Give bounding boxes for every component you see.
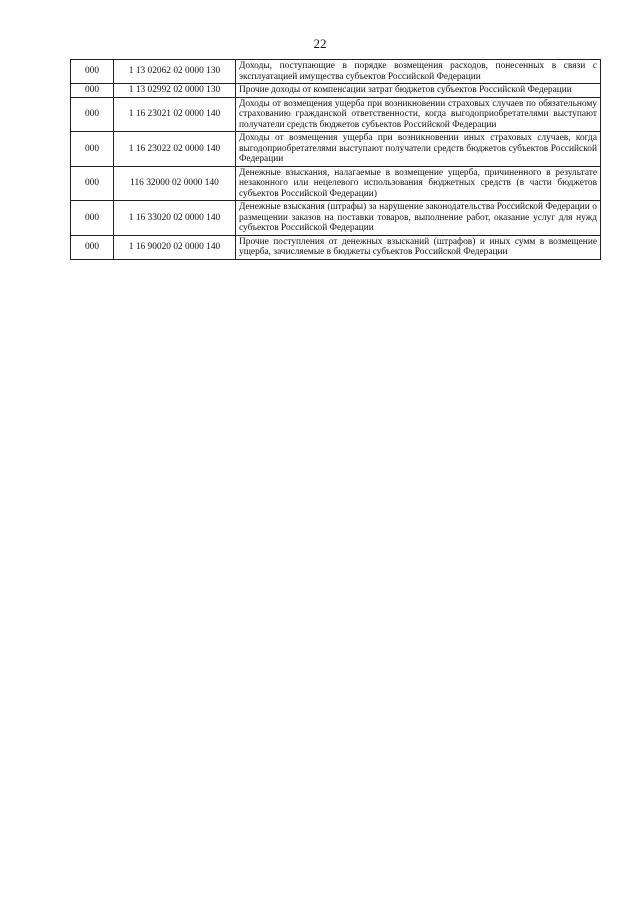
budget-classification-code-cell: 1 13 02062 02 0000 130	[114, 60, 236, 84]
budget-classification-code-cell: 116 32000 02 0000 140	[114, 166, 236, 201]
page-number: 22	[313, 36, 327, 51]
table-row	[71, 166, 601, 201]
revenue-classification-table	[70, 59, 601, 260]
budget-classification-code-cell: 1 16 90020 02 0000 140	[114, 235, 236, 259]
table-row	[71, 60, 601, 84]
table-row	[71, 132, 601, 167]
revenue-name-cell: Денежные взыскания (штрафы) за нарушение законодательства Российской Федерации о размещении заказов на поставки товаров, выполнение работ, оказание услуг для нужд субъектов Российской Федерации	[236, 201, 601, 236]
table-row	[71, 97, 601, 132]
table-row	[71, 235, 601, 259]
admin-code-cell: 000	[71, 235, 114, 259]
table-row	[71, 84, 601, 98]
budget-classification-code-cell: 1 13 02992 02 0000 130	[114, 84, 236, 98]
revenue-name-cell: Доходы, поступающие в порядке возмещения расходов, понесенных в связи с эксплуатацией имущества субъектов Российской Федерации	[236, 60, 601, 84]
budget-classification-code-cell: 1 16 23022 02 0000 140	[114, 132, 236, 167]
admin-code-cell: 000	[71, 60, 114, 84]
budget-classification-code-cell: 1 16 33020 02 0000 140	[114, 201, 236, 236]
revenue-name-cell: Доходы от возмещения ущерба при возникновении страховых случаев по обязательному страхованию гражданской ответственности, когда выгодоприобретателями выступают получатели средств бюджетов субъектов Российской Федерации	[236, 97, 601, 132]
admin-code-cell: 000	[71, 84, 114, 98]
revenue-name-cell: Денежные взыскания, налагаемые в возмещение ущерба, причиненного в результате незаконного или нецелевого использования бюджетных средств (в части бюджетов субъектов Российской Федерации)	[236, 166, 601, 201]
admin-code-cell: 000	[71, 97, 114, 132]
revenue-name-cell: Прочие поступления от денежных взысканий (штрафов) и иных сумм в возмещение ущерба, зачисляемые в бюджеты субъектов Российской Федерации	[236, 235, 601, 259]
revenue-name-cell: Доходы от возмещения ущерба при возникновении иных страховых случаев, когда выгодоприобретателями выступают получатели средств бюджетов субъектов Российской Федерации	[236, 132, 601, 167]
admin-code-cell: 000	[71, 132, 114, 167]
admin-code-cell: 000	[71, 166, 114, 201]
admin-code-cell: 000	[71, 201, 114, 236]
budget-classification-code-cell: 1 16 23021 02 0000 140	[114, 97, 236, 132]
table-row	[71, 201, 601, 236]
revenue-name-cell: Прочие доходы от компенсации затрат бюджетов субъектов Российской Федерации	[236, 84, 601, 98]
